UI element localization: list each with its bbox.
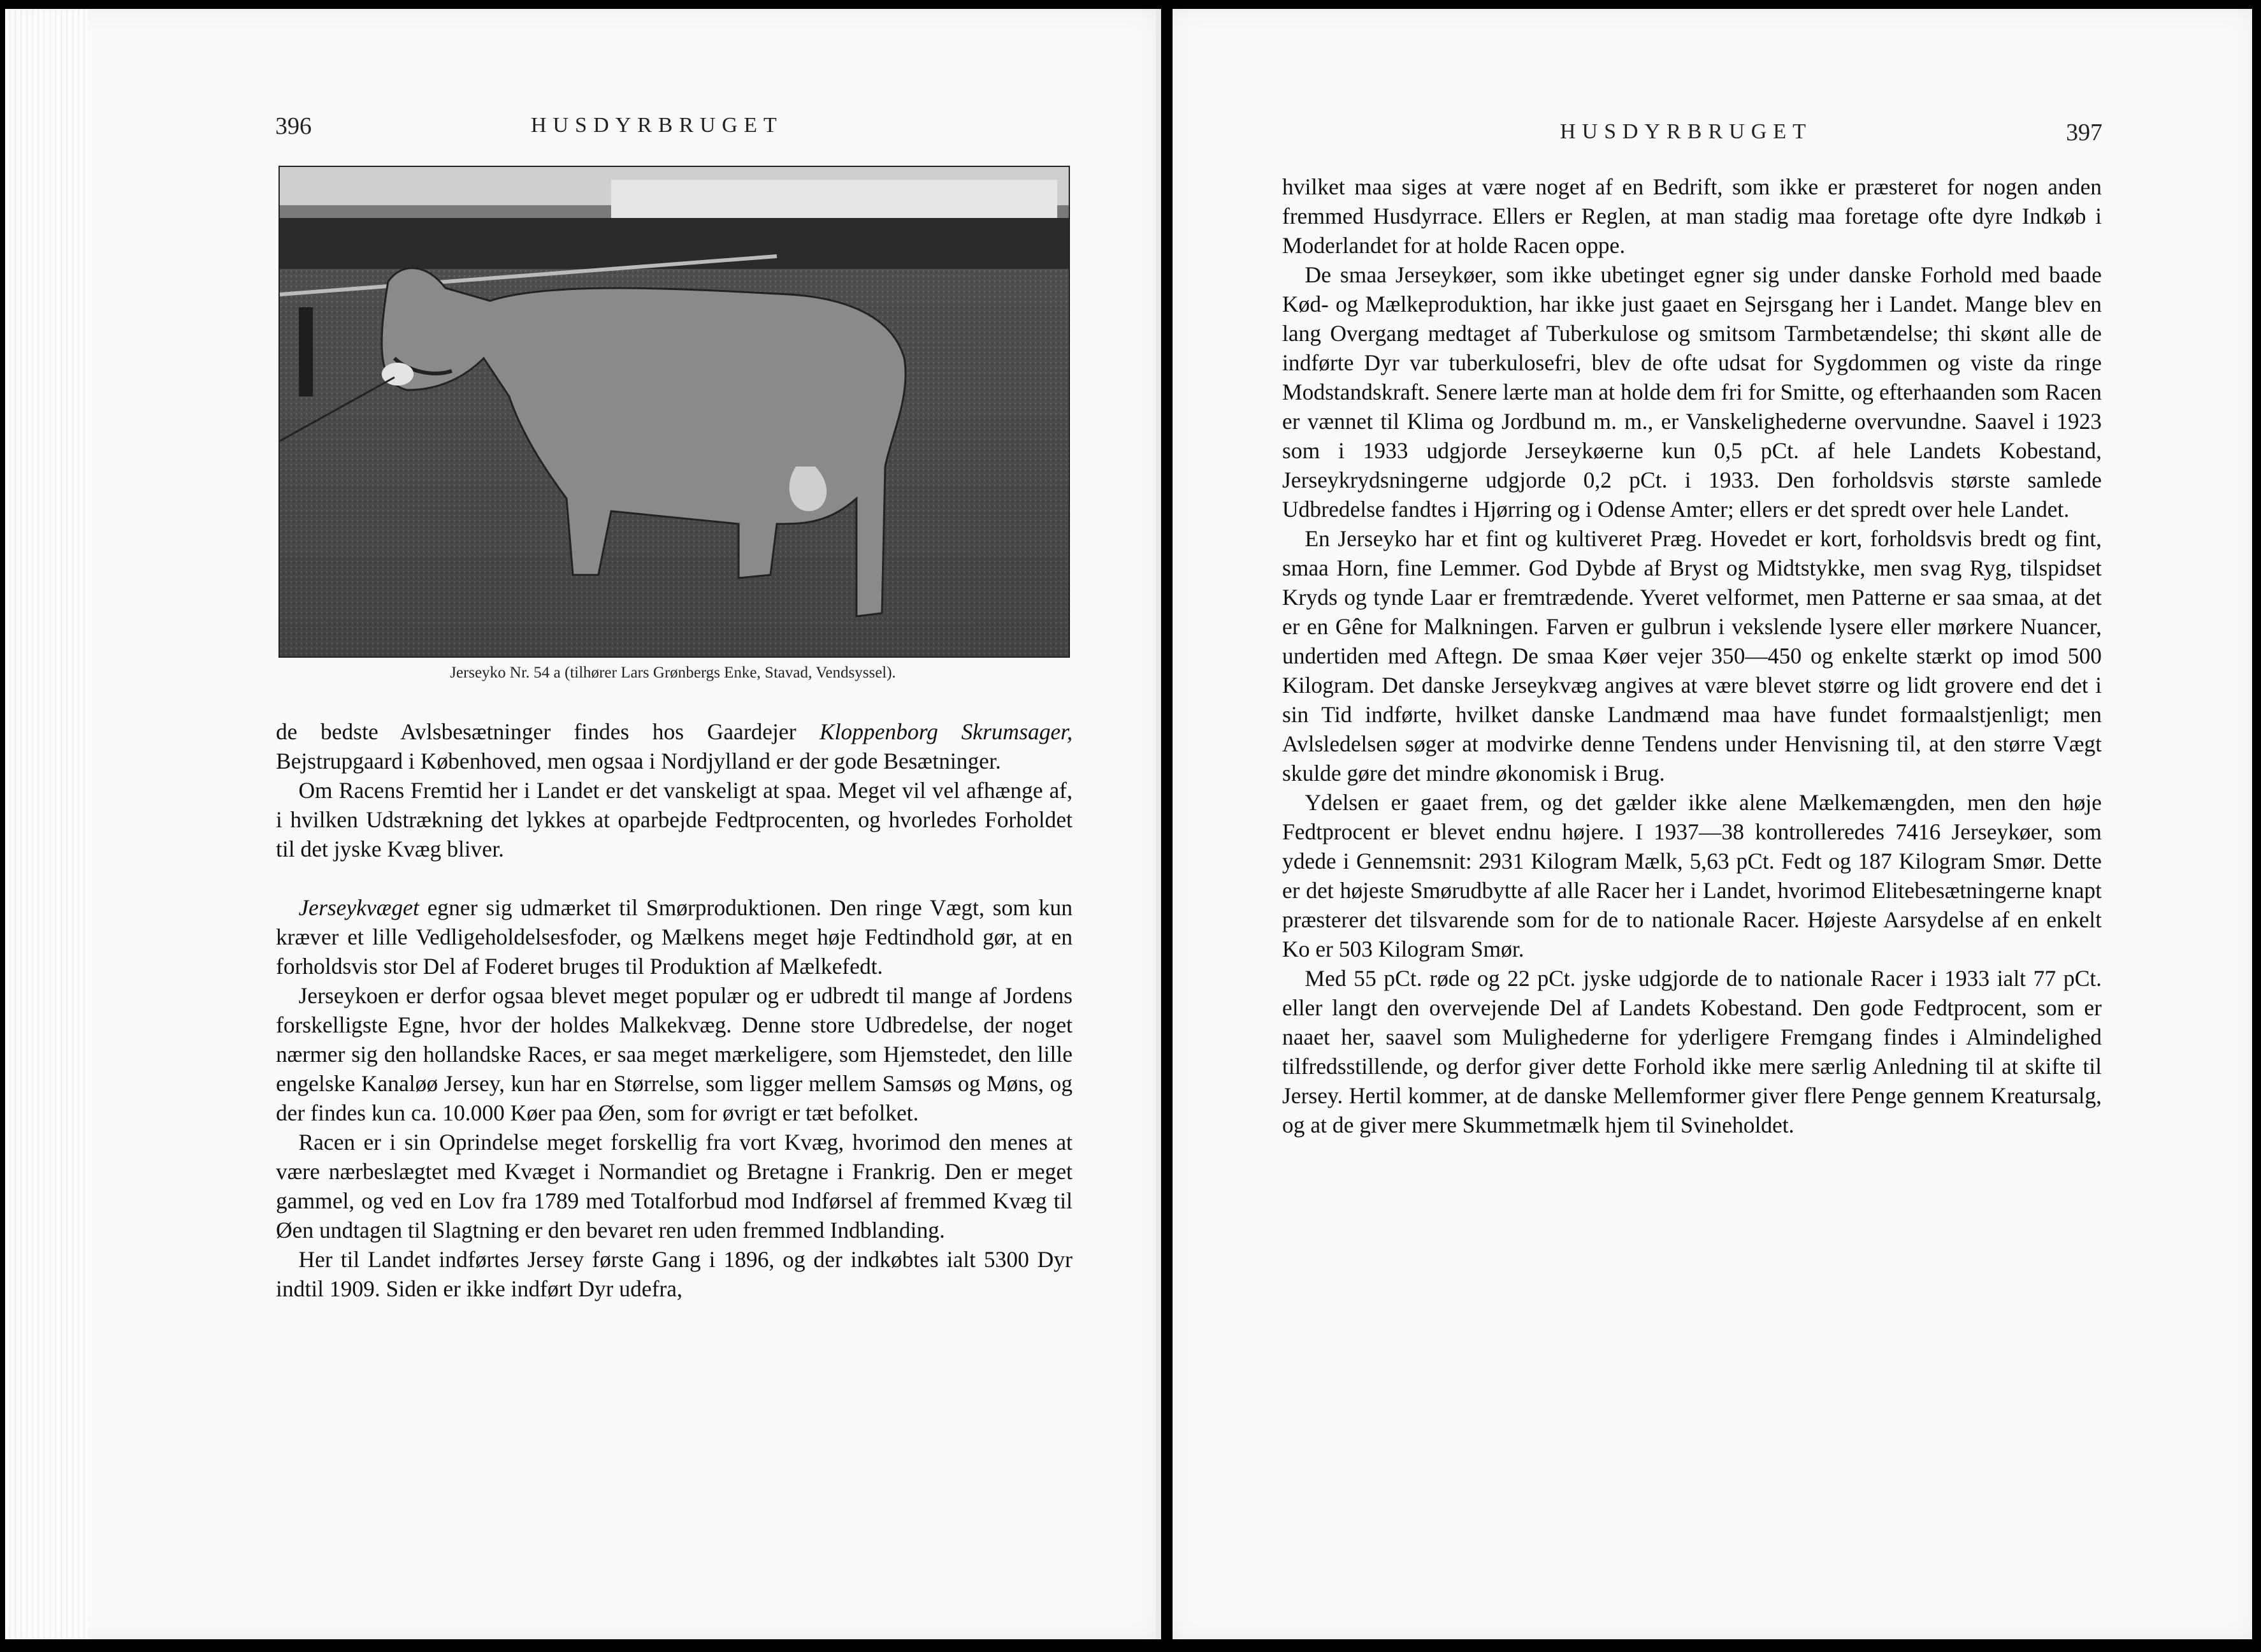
page-number-right: 397 bbox=[2066, 119, 2102, 146]
paragraph bbox=[276, 893, 1073, 981]
right-body-text bbox=[1282, 172, 2102, 1140]
text-run: Om Racens Fremtid her i Landet er det vanskeligt at spaa. Meget vil vel afhænge af, i hvilken Udstrækning det lykkes at oparbejde Fedtprocenten, og hvorledes Forholdet til det jyske Kvæg bliver. bbox=[276, 778, 1073, 862]
jersey-cow-photo bbox=[278, 166, 1070, 658]
paragraph: hvilket maa siges at være noget af en Bedrift, som ikke er præsteret for nogen anden fremmed Husdyrrace. Ellers er Reglen, at man stadig maa foretage ofte dyre Indkøb i Moderlandet for at holde Racen oppe. bbox=[1282, 174, 2102, 258]
text-run: Racen er i sin Oprindelse meget forskellig fra vort Kvæg, hvorimod den menes at være nærbeslægtet med Kvæget i Normandiet og Bretagne i Frankrig. Den er meget gammel, og ved en Lov fra 1789 med Totalforbud mod Indførsel af fremmed Kvæg til Øen undtagen til Slagtning er den bevaret ren uden fremmed Indblanding. bbox=[276, 1129, 1073, 1243]
page-number-left: 396 bbox=[275, 113, 312, 140]
paragraph bbox=[276, 1245, 1073, 1303]
paragraph: Med 55 pCt. røde og 22 pCt. jyske udgjorde de to nationale Racer i 1933 ialt 77 pCt. eller langt den overvejende Del af Landets Kobestand. Den gode Fedtprocent, som er naaet her, saavel som Mulighederne for yderligere Fremgang findes i Almindelighed tilfredsstillende, og derfor giver dette Forhold ikke mere særlig Anledning til at skifte til Jersey. Hertil kommer, at de danske Mellemformer giver flere Penge gennem Kreatursalg, og at de giver mere Skummetmælk hjem til Svineholdet. bbox=[1282, 966, 2102, 1138]
text-run: de bedste Avlsbesætninger findes hos Gaardejer bbox=[276, 719, 820, 744]
left-body-text bbox=[276, 717, 1073, 1303]
text-run: Bejstrupgaard i Københoved, men ogsaa i Nordjylland er der gode Besætninger. bbox=[276, 748, 1001, 774]
running-head-right: HUSDYRBRUGET bbox=[1560, 120, 1812, 143]
running-head-left: HUSDYRBRUGET bbox=[531, 113, 783, 137]
page-edges bbox=[5, 9, 88, 1639]
text-run: Jerseykoen er derfor ogsaa blevet meget populær og er udbredt til mange af Jordens forskelligste Egne, hvor der holdes Malkekvæg. Denne store Udbredelse, der noget nærmer sig den hollandske Races, er saa meget mærkeligere, som Hjemstedet, den lille engelske Kanaløø Jersey, kun har en Størrelse, som ligger mellem Samsøs og Møns, og der findes kun ca. 10.000 Køer paa Øen, som for øvrigt er tæt befolket. bbox=[276, 983, 1073, 1126]
paragraph: Ydelsen er gaaet frem, og det gælder ikke alene Mælkemængden, men den høje Fedtprocent er blevet endnu højere. I 1937—38 kontrolleredes 7416 Jerseykøer, som ydede i Gennemsnit: 2931 Kilogram Mælk, 5,63 pCt. Fedt og 187 Kilogram Smør. Dette er det højeste Smørudbytte af alle Racer her i Landet, hvorimod Elitebesætningerne knapt præsterer det tilsvarende som for de to nationale Racer. Højeste Aarsydelse af en enkelt Ko er 503 Kilogram Smør. bbox=[1282, 790, 2102, 962]
paragraph bbox=[276, 1127, 1073, 1245]
paragraph bbox=[276, 981, 1073, 1127]
paragraph bbox=[276, 717, 1073, 776]
italic-name: Kloppenborg Skrumsager, bbox=[819, 719, 1073, 744]
paragraph bbox=[276, 776, 1073, 864]
photo-caption: Jerseyko Nr. 54 a (tilhører Lars Grønbergs Enke, Stavad, Vendsyssel). bbox=[450, 664, 896, 681]
text-run: Her til Landet indførtes Jersey første Gang i 1896, og der indkøbtes ialt 5300 Dyr indtil 1909. Siden er ikke indført Dyr udefra, bbox=[276, 1247, 1073, 1301]
paragraph: De smaa Jerseykøer, som ikke ubetinget egner sig under danske Forhold med baade Kød- og Mælkeproduktion, har ikke just gaaet en Sejrsgang her i Landet. Mange blev en lang Overgang medtaget af Tuberkulose og smitsom Tarmbetændelse; thi skønt alle de indførte Dyr var tuberkulosefri, blev de ofte udsat for Sygdommen og viste da ringe Modstandskraft. Senere lærte man at holde dem fri for Smitte, og efterhaanden som Racen er vænnet til Klima og Jordbund m. m., er Vanskelighederne overvundne. Saavel i 1923 som i 1933 udgjorde Jerseykøerne kun 0,5 pCt. af hele Landets Kobestand, Jerseykrydsningerne udgjorde 0,2 pCt. i 1933. Den forholdsvis største samlede Udbredelse fandtes i Hjørring og i Odense Amter; ellers er det spredt over hele Landet. bbox=[1282, 262, 2102, 522]
italic-term: Jerseykvæget bbox=[298, 895, 419, 920]
text-run: egner sig udmærket til Smørproduktionen. Den ringe Vægt, som kun kræver et lille Vedligeholdelsesfoder, og Mælkens meget høje Fedtindhold gør, at en forholdsvis stor Del af Foderet bruges til Produktion af Mælkefedt. bbox=[276, 895, 1073, 979]
cow-illustration bbox=[280, 167, 1069, 656]
paragraph: En Jerseyko har et fint og kultiveret Præg. Hovedet er kort, forholdsvis bredt og fint, smaa Horn, fine Lemmer. God Dybde af Bryst og Midtstykke, men svag Ryg, tilspidset Kryds og tynde Laar er fremtrædende. Yveret velformet, men Patterne er saa smaa, at det er en Gêne for Malkningen. Farven er gulbrun i vekslende lysere eller mørkere Nuancer, undertiden med Aftegn. De smaa Køer vejer 350—450 og enkelte stærkt op imod 500 Kilogram. Det danske Jerseykvæg angives at være blevet større og lidt grovere end det i sin Tid indførte, hvilket danske Landmænd maa have fundet formaalstjenligt; men Avlsledelsen søger at modvirke denne Tendens under Henvisning til, at den større Vægt skulde gøre det mindre økonomisk i Brug. bbox=[1282, 526, 2102, 786]
